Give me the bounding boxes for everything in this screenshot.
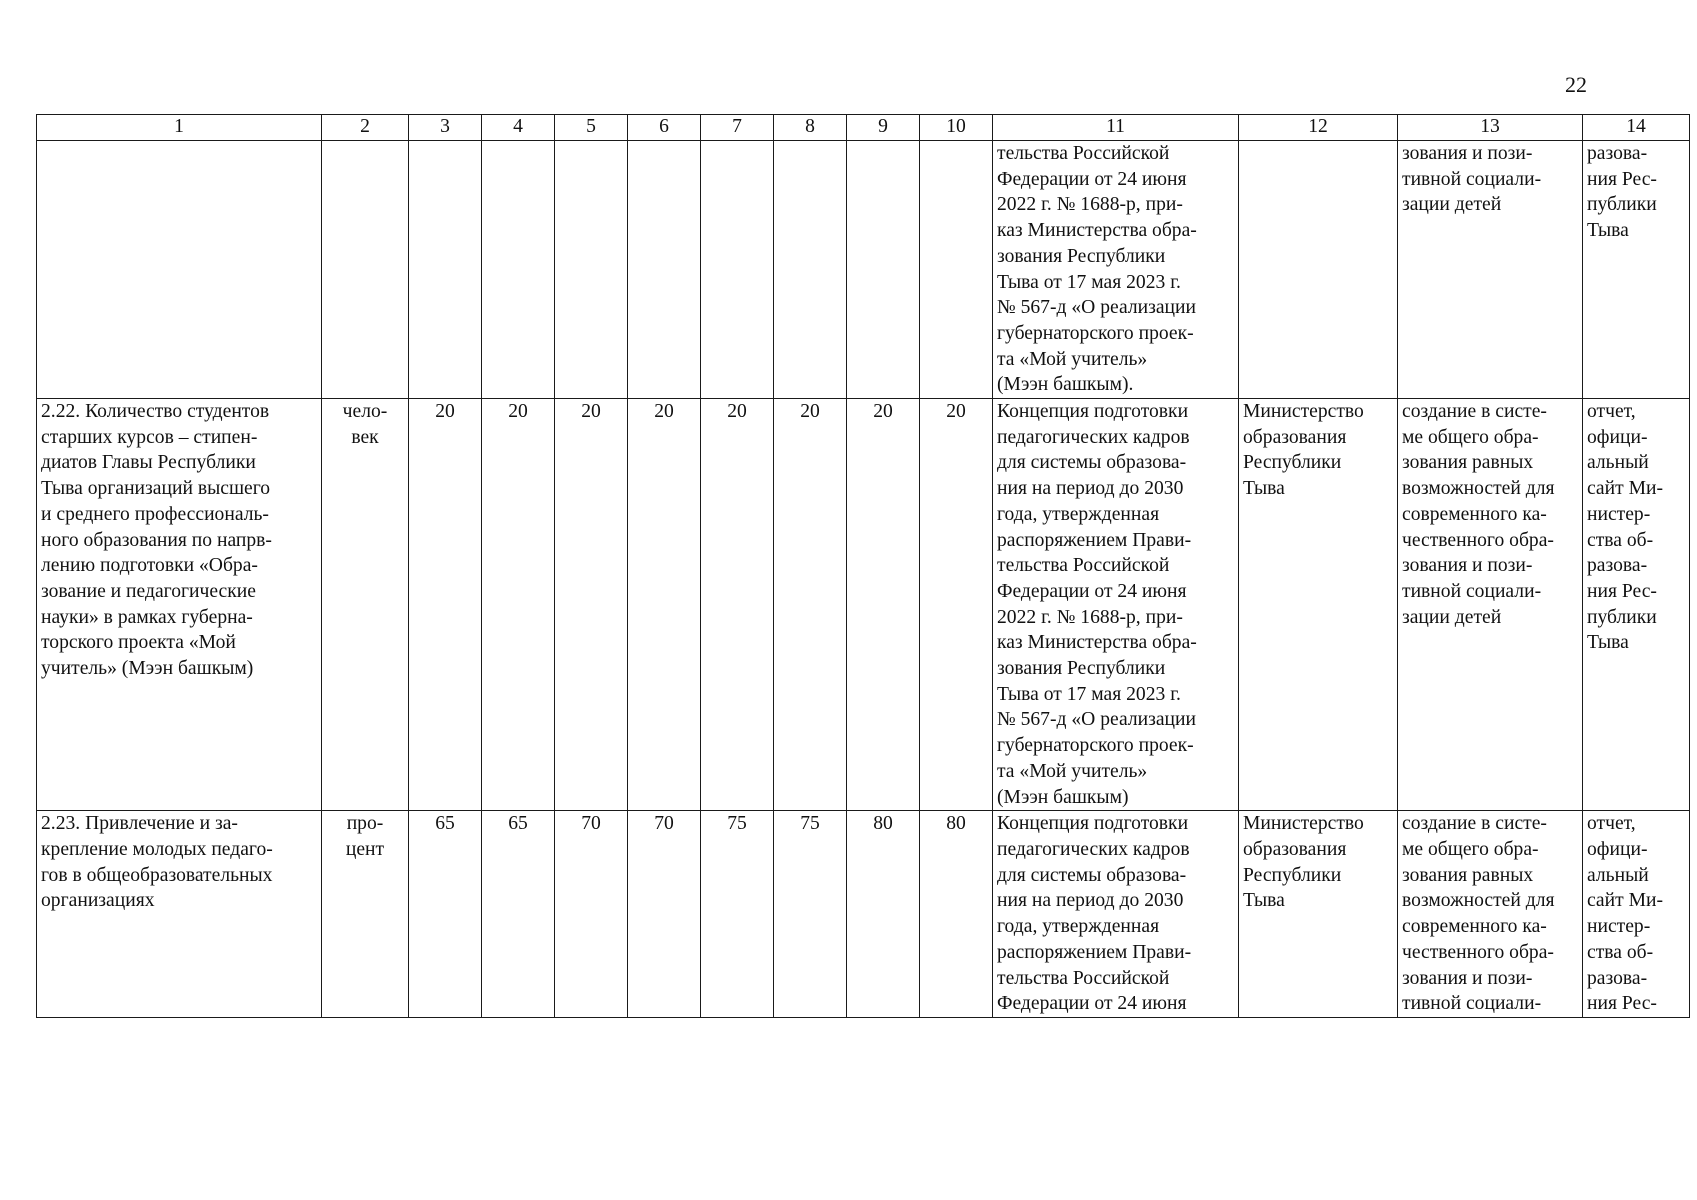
- value-cell: [409, 141, 482, 399]
- goal-cell-line: современного ка-: [1402, 503, 1547, 525]
- report-form-cell-line: сайт Ми-: [1587, 890, 1664, 912]
- report-form-cell-line: разова-: [1587, 555, 1648, 577]
- goal-cell-line: современного ка-: [1402, 916, 1547, 938]
- goal-cell-line: ме общего обра-: [1402, 426, 1539, 448]
- legal-basis-cell-line: каз Министерства обра-: [997, 220, 1197, 242]
- legal-basis-cell-line: 2022 г. № 1688-р, при-: [997, 194, 1183, 216]
- indicator-name-cell-line: торского проекта «Мой: [41, 632, 236, 654]
- goal-cell: [1398, 399, 1583, 811]
- legal-basis-cell-line: губернаторского проек-: [997, 735, 1194, 757]
- legal-basis-cell-line: № 567-д «О реализации: [997, 709, 1196, 731]
- indicator-name-cell-line: 2.23. Привлечение и за-: [41, 813, 238, 835]
- indicator-name-cell: [37, 399, 322, 811]
- responsible-cell-line: образования: [1243, 426, 1347, 448]
- unit-cell: [322, 141, 409, 399]
- legal-basis-cell-line: Тыва от 17 мая 2023 г.: [997, 683, 1181, 705]
- legal-basis-cell-line: Федерации от 24 июня: [997, 993, 1187, 1015]
- value-cell: 75: [774, 811, 847, 1018]
- report-form-cell-line: ства об-: [1587, 529, 1654, 551]
- goal-cell-line: возможностей для: [1402, 478, 1555, 500]
- legal-basis-cell-line: та «Мой учитель»: [997, 760, 1148, 782]
- goal-cell-line: зования равных: [1402, 452, 1534, 474]
- report-form-cell-line: ния Рес-: [1587, 580, 1657, 602]
- value-cell: 80: [847, 811, 920, 1018]
- value-cell: 65: [409, 811, 482, 1018]
- legal-basis-cell: [993, 811, 1239, 1018]
- report-form-cell: [1583, 141, 1690, 399]
- column-header-7: 7: [701, 115, 774, 141]
- legal-basis-cell-line: для системы образова-: [997, 452, 1187, 474]
- page-number: 22: [1565, 72, 1587, 97]
- unit-cell-line: чело-: [342, 401, 388, 423]
- report-form-cell-line: альный: [1587, 864, 1649, 886]
- indicator-name-cell-line: ного образования по напрв-: [41, 529, 272, 551]
- legal-basis-cell-line: Концепция подготовки: [997, 813, 1189, 835]
- goal-cell-line: зации детей: [1402, 194, 1502, 216]
- report-form-cell-line: ния Рес-: [1587, 168, 1657, 190]
- goal-cell: [1398, 811, 1583, 1018]
- column-header-13: 13: [1398, 115, 1583, 141]
- report-form-cell: [1583, 811, 1690, 1018]
- value-cell: 20: [555, 399, 628, 811]
- legal-basis-cell-line: Тыва от 17 мая 2023 г.: [997, 271, 1181, 293]
- value-cell: 75: [701, 811, 774, 1018]
- report-form-cell-line: отчет,: [1587, 813, 1636, 835]
- legal-basis-cell-line: педагогических кадров: [997, 426, 1190, 448]
- responsible-cell-line: образования: [1243, 838, 1347, 860]
- responsible-cell: [1239, 811, 1398, 1018]
- indicator-name-cell-line: Тыва организаций высшего: [41, 478, 271, 500]
- column-header-8: 8: [774, 115, 847, 141]
- value-cell: 20: [628, 399, 701, 811]
- legal-basis-cell-line: (Мээн башкым): [997, 786, 1129, 808]
- legal-basis-cell-line: та «Мой учитель»: [997, 348, 1148, 370]
- legal-basis-cell-line: Федерации от 24 июня: [997, 168, 1187, 190]
- unit-cell-line: век: [351, 426, 379, 448]
- table-row: [37, 399, 1690, 811]
- column-header-6: 6: [628, 115, 701, 141]
- value-cell: 20: [409, 399, 482, 811]
- report-form-cell-line: публики: [1587, 194, 1657, 216]
- value-cell: [920, 141, 993, 399]
- report-form-cell-line: офици-: [1587, 426, 1648, 448]
- report-form-cell: [1583, 399, 1690, 811]
- value-cell: [847, 141, 920, 399]
- report-form-cell-line: ния Рес-: [1587, 993, 1657, 1015]
- column-header-14: 14: [1583, 115, 1690, 141]
- indicator-name-cell-line: организациях: [41, 890, 155, 912]
- report-form-cell-line: нистер-: [1587, 503, 1651, 525]
- legal-basis-cell-line: зования Республики: [997, 245, 1166, 267]
- legal-basis-cell-line: ния на период до 2030: [997, 478, 1184, 500]
- table-row: [37, 141, 1690, 399]
- report-form-cell-line: Тыва: [1587, 632, 1629, 654]
- unit-cell: [322, 811, 409, 1018]
- legal-basis-cell: [993, 141, 1239, 399]
- legal-basis-cell-line: распоряжением Прави-: [997, 941, 1192, 963]
- goal-cell-line: тивной социали-: [1402, 993, 1542, 1015]
- column-header-9: 9: [847, 115, 920, 141]
- responsible-cell-line: Республики: [1243, 864, 1342, 886]
- column-header-row: [37, 115, 1690, 141]
- value-cell: 20: [701, 399, 774, 811]
- responsible-cell-line: Министерство: [1243, 401, 1364, 423]
- goal-cell-line: чественного обра-: [1402, 941, 1554, 963]
- column-header-1: 1: [37, 115, 322, 141]
- goal-cell-line: зования и пози-: [1402, 967, 1533, 989]
- goal-cell-line: создание в систе-: [1402, 401, 1547, 423]
- column-header-10: 10: [920, 115, 993, 141]
- legal-basis-cell-line: (Мээн башкым).: [997, 374, 1134, 396]
- indicator-name-cell-line: крепление молодых педаго-: [41, 838, 273, 860]
- goal-cell-line: зования равных: [1402, 864, 1534, 886]
- value-cell: 20: [774, 399, 847, 811]
- responsible-cell-line: Тыва: [1243, 890, 1285, 912]
- legal-basis-cell-line: зования Республики: [997, 658, 1166, 680]
- responsible-cell-line: Республики: [1243, 452, 1342, 474]
- indicators-table: [36, 114, 1690, 1018]
- legal-basis-cell-line: Концепция подготовки: [997, 401, 1189, 423]
- legal-basis-cell-line: каз Министерства обра-: [997, 632, 1197, 654]
- goal-cell-line: чественного обра-: [1402, 529, 1554, 551]
- indicator-name-cell-line: лению подготовки «Обра-: [41, 555, 258, 577]
- value-cell: 65: [482, 811, 555, 1018]
- unit-cell: [322, 399, 409, 811]
- legal-basis-cell-line: для системы образова-: [997, 864, 1187, 886]
- column-header-5: 5: [555, 115, 628, 141]
- goal-cell-line: ме общего обра-: [1402, 838, 1539, 860]
- responsible-cell: [1239, 399, 1398, 811]
- responsible-cell: [1239, 141, 1398, 399]
- column-header-11: 11: [993, 115, 1239, 141]
- goal-cell-line: создание в систе-: [1402, 813, 1547, 835]
- indicator-name-cell-line: 2.22. Количество студентов: [41, 401, 270, 423]
- legal-basis-cell-line: № 567-д «О реализации: [997, 297, 1196, 319]
- legal-basis-cell-line: года, утвержденная: [997, 503, 1160, 525]
- report-form-cell-line: публики: [1587, 606, 1657, 628]
- column-header-12: 12: [1239, 115, 1398, 141]
- indicator-name-cell: [37, 811, 322, 1018]
- goal-cell-line: зования и пози-: [1402, 555, 1533, 577]
- value-cell: [774, 141, 847, 399]
- goal-cell-line: зации детей: [1402, 606, 1502, 628]
- legal-basis-cell-line: губернаторского проек-: [997, 322, 1194, 344]
- goal-cell: [1398, 141, 1583, 399]
- report-form-cell-line: нистер-: [1587, 916, 1651, 938]
- responsible-cell-line: Министерство: [1243, 813, 1364, 835]
- unit-cell-line: про-: [346, 813, 384, 835]
- report-form-cell-line: альный: [1587, 452, 1649, 474]
- goal-cell-line: тивной социали-: [1402, 168, 1542, 190]
- responsible-cell-line: Тыва: [1243, 478, 1285, 500]
- indicator-name-cell-line: диатов Главы Республики: [41, 452, 256, 474]
- column-header-4: 4: [482, 115, 555, 141]
- goal-cell-line: возможностей для: [1402, 890, 1555, 912]
- report-form-cell-line: офици-: [1587, 838, 1648, 860]
- column-header-2: 2: [322, 115, 409, 141]
- legal-basis-cell-line: Федерации от 24 июня: [997, 580, 1187, 602]
- legal-basis-cell-line: года, утвержденная: [997, 916, 1160, 938]
- value-cell: [482, 141, 555, 399]
- indicator-name-cell-line: гов в общеобразовательных: [41, 864, 273, 886]
- legal-basis-cell-line: педагогических кадров: [997, 838, 1190, 860]
- indicator-name-cell-line: учитель» (Мээн башкым): [41, 658, 254, 680]
- legal-basis-cell: [993, 399, 1239, 811]
- indicator-name-cell-line: науки» в рамках губерна-: [41, 606, 253, 628]
- report-form-cell-line: Тыва: [1587, 220, 1629, 242]
- value-cell: 70: [628, 811, 701, 1018]
- goal-cell-line: тивной социали-: [1402, 580, 1542, 602]
- legal-basis-cell-line: распоряжением Прави-: [997, 529, 1192, 551]
- legal-basis-cell-line: ния на период до 2030: [997, 890, 1184, 912]
- indicator-name-cell-line: и среднего профессиональ-: [41, 503, 269, 525]
- table-row: [37, 811, 1690, 1018]
- value-cell: [701, 141, 774, 399]
- legal-basis-cell-line: 2022 г. № 1688-р, при-: [997, 606, 1183, 628]
- indicator-name-cell: [37, 141, 322, 399]
- column-header-3: 3: [409, 115, 482, 141]
- indicator-name-cell-line: зование и педагогические: [41, 580, 256, 602]
- value-cell: 70: [555, 811, 628, 1018]
- value-cell: [555, 141, 628, 399]
- unit-cell-line: цент: [345, 838, 385, 860]
- report-form-cell-line: сайт Ми-: [1587, 478, 1664, 500]
- report-form-cell-line: разова-: [1587, 967, 1648, 989]
- report-form-cell-line: отчет,: [1587, 401, 1636, 423]
- value-cell: 80: [920, 811, 993, 1018]
- legal-basis-cell-line: тельства Российской: [997, 143, 1170, 164]
- value-cell: 20: [847, 399, 920, 811]
- goal-cell-line: зования и пози-: [1402, 143, 1533, 164]
- value-cell: 20: [920, 399, 993, 811]
- value-cell: [628, 141, 701, 399]
- value-cell: 20: [482, 399, 555, 811]
- indicator-name-cell-line: старших курсов – стипен-: [41, 426, 258, 448]
- report-form-cell-line: ства об-: [1587, 941, 1654, 963]
- legal-basis-cell-line: тельства Российской: [997, 967, 1170, 989]
- legal-basis-cell-line: тельства Российской: [997, 555, 1170, 577]
- report-form-cell-line: разова-: [1587, 143, 1648, 164]
